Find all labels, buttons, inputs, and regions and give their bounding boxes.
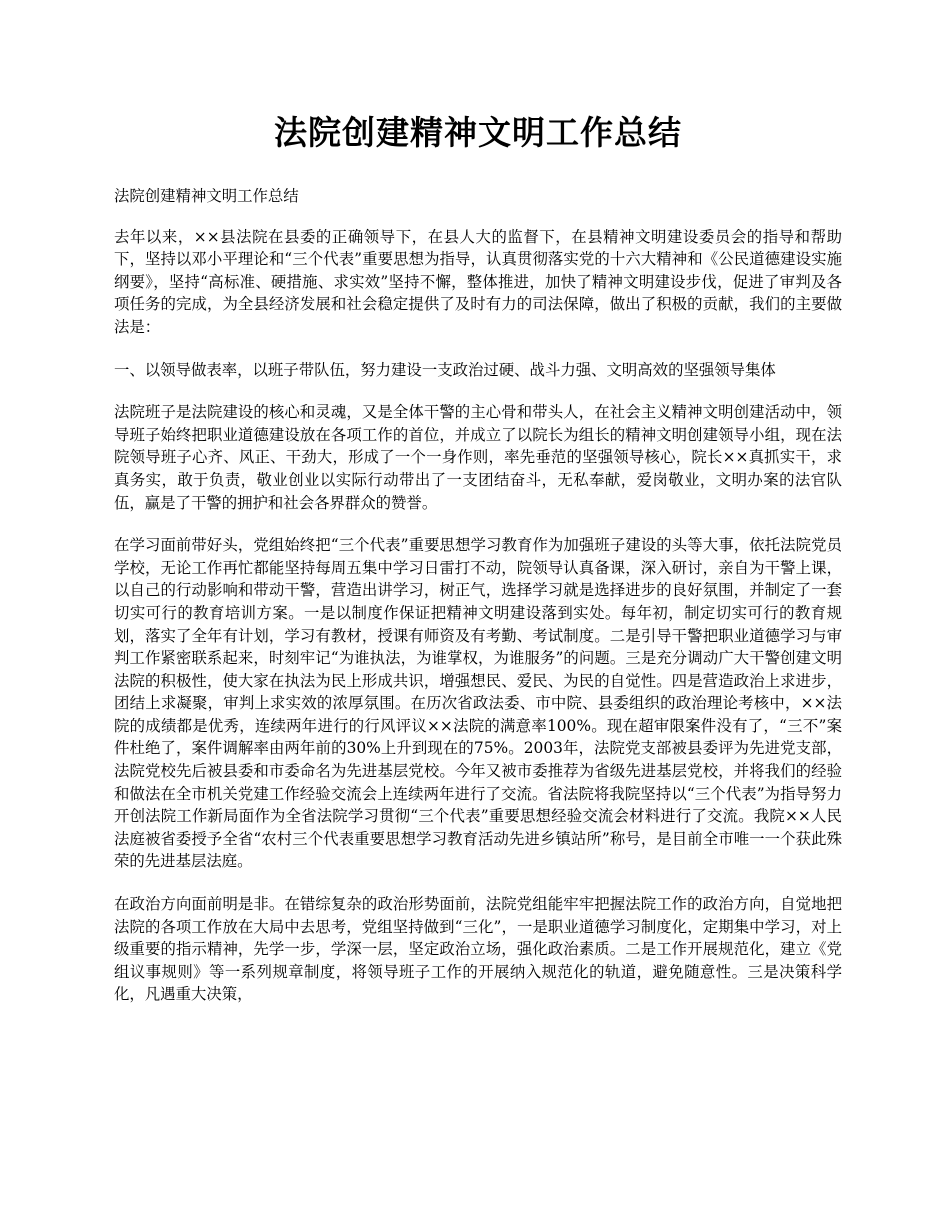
document-title: 法院创建精神文明工作总结	[274, 113, 682, 152]
document-subtitle: 法院创建精神文明工作总结	[114, 187, 299, 205]
paragraph-intro: 去年以来，××县法院在县委的正确领导下，在县人大的监督下，在县精神文明建设委员会的指导和帮助下，坚持以邓小平理论和“三个代表”重要思想为指导，认真贯彻落实党的十六大精神和《公民道德建设实施纲要》，坚持“高标准、硬措施、求实效”坚持不懈，整体推进，加快了精神文明建设步伐，促进了审判及各项任务的完成，为全县经济发展和社会稳定提供了及时有力的司法保障，做出了积极的贡献，我们的主要做法是：	[114, 227, 842, 336]
paragraph-study: 在学习面前带好头，党组始终把“三个代表”重要思想学习教育作为加强班子建设的头等大事，依托法院党员学校，无论工作再忙都能坚持每周五集中学习日雷打不动，院领导认真备课，深入研讨，亲自为干警上课，以自己的行动影响和带动干警，营造出讲学习，树正气，选择学习就是选择进步的良好氛围，并制定了一套切实可行的教育培训方案。一是以制度作保证把精神文明建设落到实处。每年初，制定切实可行的教育规划，落实了全年有计划，学习有教材，授课有师资及有考勤、考试制度。二是引导干警把职业道德学习与审判工作紧密联系起来，时刻牢记“为谁执法，为谁掌权，为谁服务”的问题。三是充分调动广大干警创建文明法院的积极性，使大家在执法为民上形成共识，增强想民、爱民、为民的自觉性。四是营造政治上求进步，团结上求凝聚，审判上求实效的浓厚氛围。在历次省政法委、市中院、县委组织的政治理论考核中，××法院的成绩都是优秀，连续两年进行的行风评议××法院的满意率100%。现在超审限案件没有了，“三不”案件杜绝了，案件调解率由两年前的30%上升到现在的75%。2003年，法院党支部被县委评为先进党支部，法院党校先后被县委和市委命名为先进基层党校。今年又被市委推荐为省级先进基层党校，并将我们的经验和做法在全市机关党建工作经验交流会上连续两年进行了交流。省法院将我院坚持以“三个代表”为指导努力开创法院工作新局面作为全省法院学习贯彻“三个代表”重要思想经验交流会材料进行了交流。我院××人民法庭被省委授予全省“农村三个代表重要思想学习教育活动先进乡镇站所”称号，是目前全市唯一一个获此殊荣的先进基层法庭。	[114, 536, 842, 871]
section-heading-1: 一、以领导做表率，以班子带队伍，努力建设一支政治过硬、战斗力强、文明高效的坚强领导集体	[114, 360, 776, 379]
paragraph-political-direction: 在政治方向面前明是非。在错综复杂的政治形势面前，法院党组能牢牢把握法院工作的政治方向，自觉地把法院的各项工作放在大局中去思考，党组坚持做到“三化”，一是职业道德学习制度化，定期集中学习，对上级重要的指示精神，先学一步，学深一层，坚定政治立场，强化政治素质。二是工作开展规范化，建立《党组议事规则》等一系列规章制度，将领导班子工作的开展纳入规范化的轨道，避免随意性。三是决策科学化，凡遇重大决策，	[114, 895, 842, 1004]
paragraph-leadership: 法院班子是法院建设的核心和灵魂，又是全体干警的主心骨和带头人，在社会主义精神文明创建活动中，领导班子始终把职业道德建设放在各项工作的首位，并成立了以院长为组长的精神文明创建领导小组，现在法院领导班子心齐、风正、干劲大，形成了一个一身作则，率先垂范的坚强领导核心，院长××真抓实干，求真务实，敢于负责，敬业创业以实际行动带出了一支团结奋斗，无私奉献，爱岗敬业，文明办案的法官队伍，赢是了干警的拥护和社会各界群众的赞誉。	[114, 403, 842, 512]
document-page	[114, 108, 842, 1026]
